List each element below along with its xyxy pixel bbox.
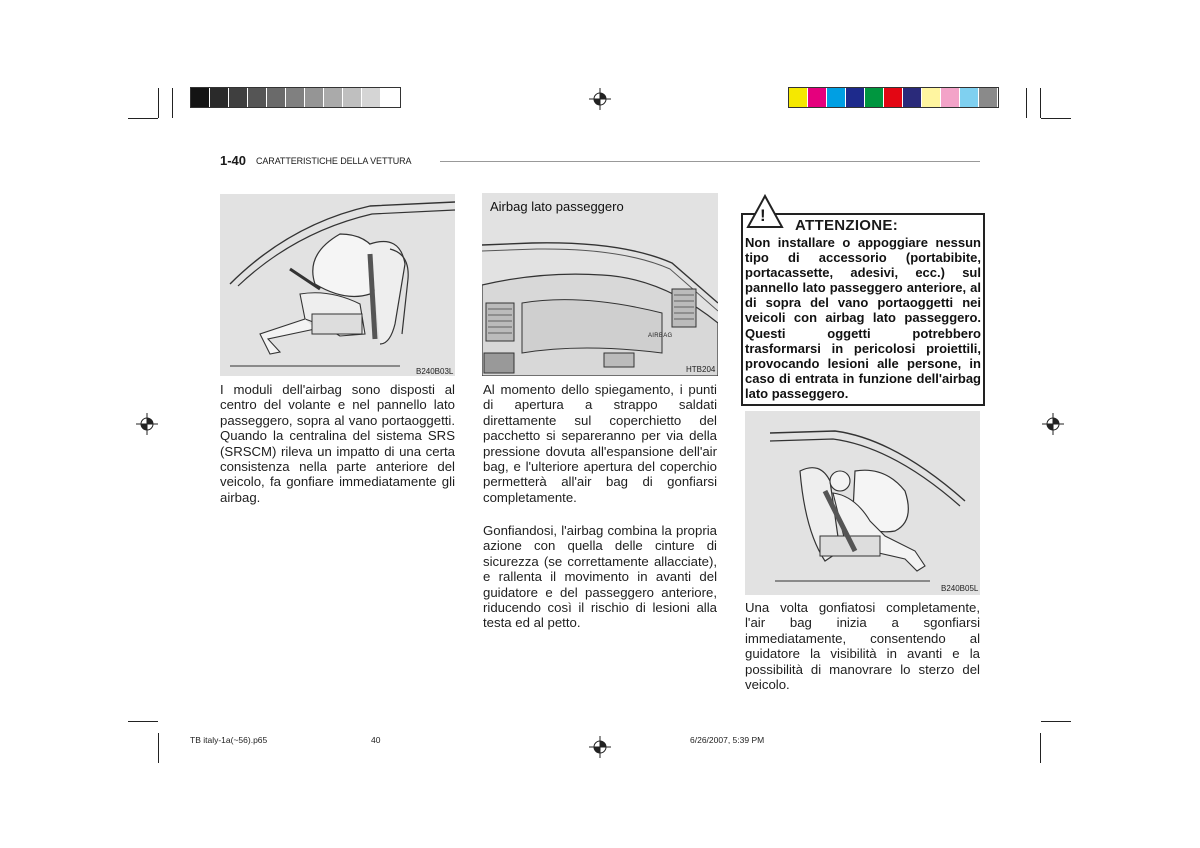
warning-text: Non installare o appoggiare nessun tipo di accessorio (portabibite, portacassette, adesivi, ecc.) sul pannello lato passeggero anteriore, al di sopra del vano portaoggetti nei veicoli con airbag lato passeggero. Questi oggetti potrebbero trasformarsi in pericolosi proiettili, provocando lesioni alle persone, in caso di entrata in funzione dell'airbag lato passeggero. (745, 235, 981, 401)
process-color-bar (788, 87, 999, 108)
color-swatch (343, 88, 362, 107)
page-number: 1-40 (220, 153, 247, 168)
registration-mark-icon (589, 736, 611, 758)
color-swatch (903, 88, 922, 107)
image-caption: Airbag lato passeggero (490, 199, 624, 214)
crop-mark (128, 118, 158, 119)
crop-mark (172, 88, 173, 118)
passenger-airbag-drawing (745, 411, 980, 595)
color-swatch (229, 88, 248, 107)
color-swatch (884, 88, 903, 107)
passenger-airbag-illustration (482, 193, 718, 376)
footer-timestamp: 6/26/2007, 5:39 PM (690, 735, 765, 745)
deployment-paragraph: Al momento dello spiegamento, i punti di apertura a strappo saldati direttamente sul coperchietto del pacchetto si separeranno per via della pressione dovuta all'espansione dell'air bag, e l'ulteriore apertura del coperchio permetterà all'air bag di gonfiarsi completamente. (483, 382, 717, 505)
color-swatch (922, 88, 941, 107)
color-swatch (846, 88, 865, 107)
crop-mark (1041, 721, 1071, 722)
footer-file-name: TB italy-1a(~56).p65 (190, 735, 268, 745)
dashboard-drawing (482, 193, 718, 376)
driver-airbag-illustration (220, 194, 455, 376)
crop-mark (158, 733, 159, 763)
crop-mark (158, 88, 159, 118)
color-swatch (941, 88, 960, 107)
color-swatch (865, 88, 884, 107)
header-divider (440, 161, 980, 162)
image-code: B240B03L (416, 367, 454, 376)
registration-mark-icon (589, 88, 611, 110)
crop-mark (128, 721, 158, 722)
color-swatch (808, 88, 827, 107)
section-title: CARATTERISTICHE DELLA VETTURA (256, 156, 412, 166)
inflation-paragraph: Gonfiandosi, l'airbag combina la propria azione con quella delle cinture di sicurezza (se correttamente allacciate), e rallenta il movimento in avanti del guidatore e del passeggero anteriore, riducendo così il rischio di lesioni alla testa ed al petto. (483, 523, 717, 631)
color-swatch (191, 88, 210, 107)
driver-airbag-drawing (220, 194, 455, 376)
registration-mark-icon (136, 413, 158, 435)
color-swatch (210, 88, 229, 107)
color-swatch (827, 88, 846, 107)
footer-page: 40 (371, 735, 381, 745)
color-swatch (286, 88, 305, 107)
registration-mark-icon (1042, 413, 1064, 435)
warning-symbol: ! (760, 206, 766, 225)
grayscale-color-bar (190, 87, 401, 108)
passenger-airbag-deflation-illustration (745, 411, 980, 595)
color-swatch (362, 88, 381, 107)
intro-paragraph: I moduli dell'airbag sono disposti al centro del volante e nel pannello lato passeggero, sopra al vano portaoggetti. Quando la centralina del sistema SRS (SRSCM) rileva un impatto di una certa consistenza nella parte anteriore del veicolo, fa gonfiare immediatamente gli airbag. (220, 382, 455, 505)
deflation-paragraph: Una volta gonfiatosi completamente, l'air bag inizia a sgonfiarsi immediatamente, consentendo al guidatore la visibilità in avanti e la possibilità di manovrare lo sterzo del veicolo. (745, 600, 980, 693)
color-swatch (381, 88, 400, 107)
color-swatch (960, 88, 979, 107)
crop-mark (1040, 88, 1041, 118)
image-code: HTB204 (686, 365, 716, 374)
crop-mark (1026, 88, 1027, 118)
crop-mark (1041, 118, 1071, 119)
color-swatch (248, 88, 267, 107)
color-swatch (324, 88, 343, 107)
color-swatch (979, 88, 998, 107)
color-swatch (305, 88, 324, 107)
warning-title: ATTENZIONE: (795, 217, 899, 234)
image-code: B240B05L (941, 584, 979, 593)
color-swatch (267, 88, 286, 107)
airbag-label: AIRBAG (648, 333, 673, 339)
color-swatch (789, 88, 808, 107)
crop-mark (1040, 733, 1041, 763)
